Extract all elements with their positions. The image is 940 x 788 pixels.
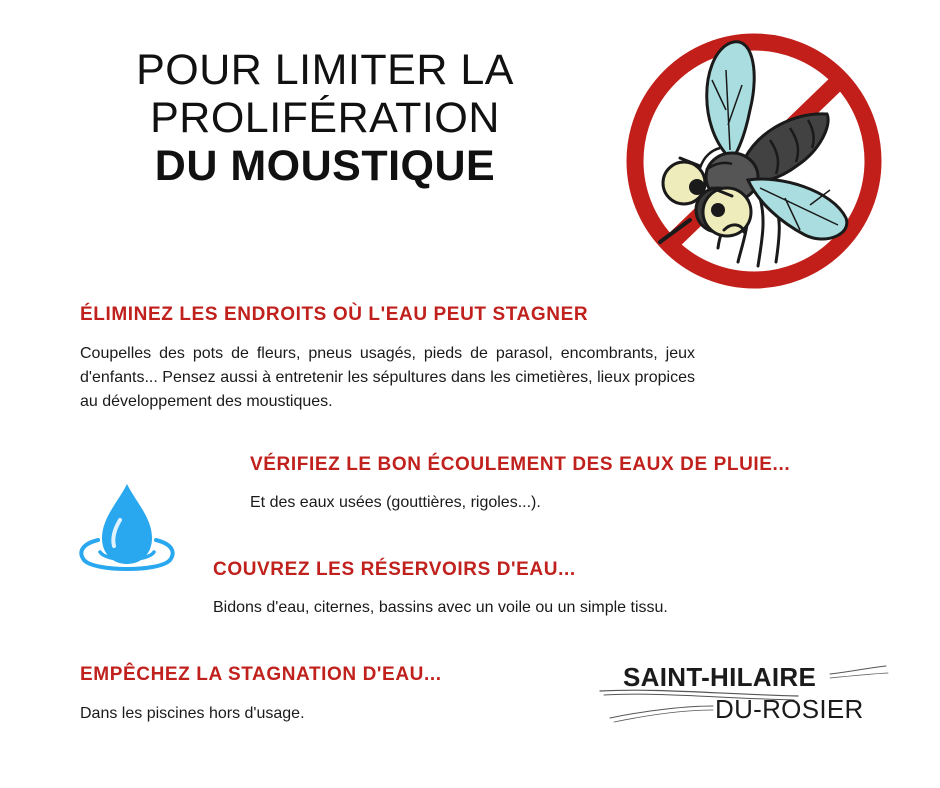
page-title <box>60 46 590 190</box>
section-heading-eliminate: ÉLIMINEZ LES ENDROITS OÙ L'EAU PEUT STAGNER <box>80 304 589 325</box>
section-text-stagnation: Dans les piscines hors d'usage. <box>80 705 305 722</box>
municipality-logo <box>598 660 890 732</box>
title-line-1: POUR LIMITER LA <box>136 46 514 94</box>
section-text-eliminate: Coupelles des pots de fleurs, pneus usagés, pieds de parasol, encombrants, jeux d'enfants... Pensez aussi à entretenir les sépultures dans les cimetières, lieux propices au développement des moustiques. <box>80 345 695 410</box>
section-heading-reservoirs: COUVREZ LES RÉSERVOIRS D'EAU... <box>213 559 576 580</box>
logo-line-1: SAINT-HILAIRE <box>623 662 817 692</box>
title-line-2: PROLIFÉRATION <box>150 94 500 142</box>
section-text-reservoirs: Bidons d'eau, citernes, bassins avec un voile ou un simple tissu. <box>213 599 668 616</box>
logo-line-2: DU-ROSIER <box>715 694 864 724</box>
section-heading-stagnation: EMPÊCHEZ LA STAGNATION D'EAU... <box>80 664 442 685</box>
water-drop-icon <box>76 478 178 580</box>
section-heading-rainwater: VÉRIFIEZ LE BON ÉCOULEMENT DES EAUX DE PLUIE... <box>250 454 791 475</box>
title-line-3: DU MOUSTIQUE <box>154 142 496 190</box>
no-mosquito-icon <box>620 30 890 292</box>
section-text-rainwater: Et des eaux usées (gouttières, rigoles...). <box>250 494 541 511</box>
